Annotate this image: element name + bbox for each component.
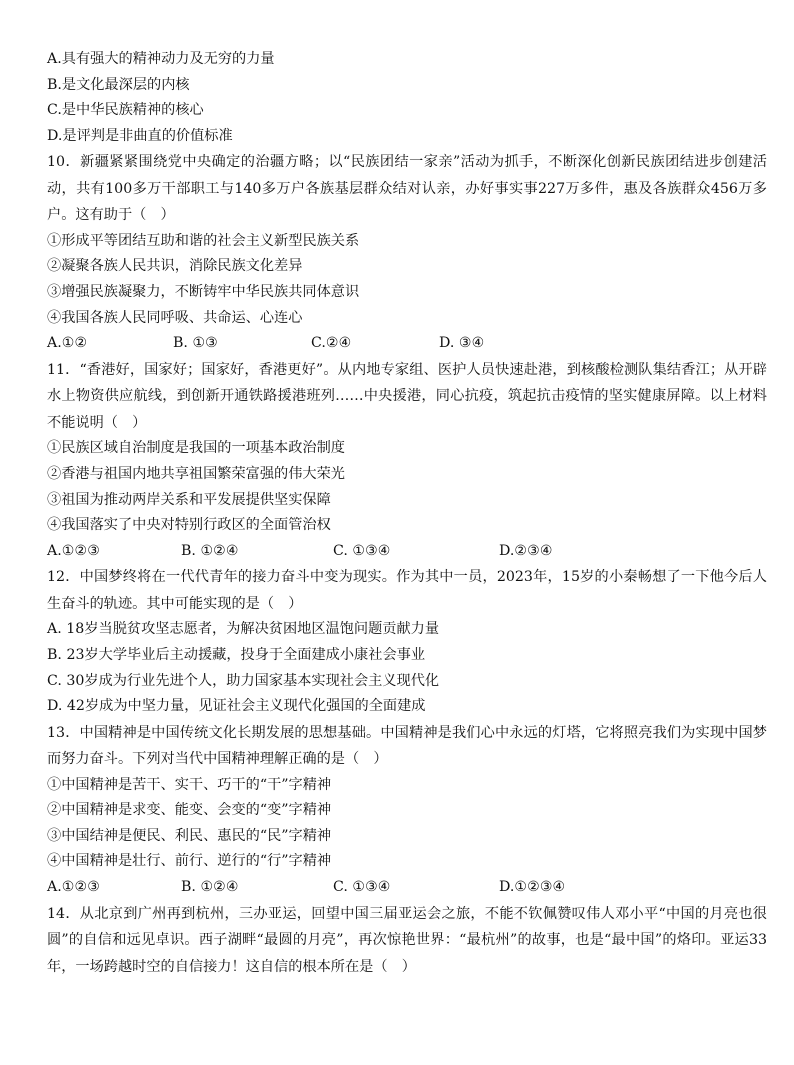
answer-choices <box>47 331 767 357</box>
exam-page <box>47 47 767 980</box>
statement-1: ①中国精神是苦干、实干、巧干的“干”字精神 <box>47 776 332 793</box>
question-13 <box>47 720 767 901</box>
choice-d: D.②③④ <box>499 542 553 559</box>
question-9-options <box>47 47 767 149</box>
choice-a: A.①② <box>47 335 88 352</box>
option-c: C.是中华民族精神的核心 <box>47 102 204 119</box>
statement-3: ③中国结神是便民、利民、惠民的“民”字精神 <box>47 827 332 844</box>
option-c: C. 30岁成为行业先进个人，助力国家基本实现社会主义现代化 <box>47 672 440 689</box>
option-b: B.是文化最深层的内核 <box>47 76 190 93</box>
statement-4: ④中国精神是壮行、前行、逆行的“行”字精神 <box>47 853 332 870</box>
statement-2: ②凝聚各族人民共识，消除民族文化差异 <box>47 258 303 275</box>
choice-d: D. ③④ <box>439 335 485 352</box>
option-a: A. 18岁当脱贫攻坚志愿者，为解决贫困地区温饱问题贡献力量 <box>47 621 440 638</box>
statement-4: ④我国各族人民同呼吸、共命运、心连心 <box>47 309 303 326</box>
choice-a: A.①②③ <box>47 879 100 896</box>
choice-d: D.①②③④ <box>499 879 566 896</box>
question-stem: 12．中国梦终将在一代代青年的接力奋斗中变为现实。作为其中一员，2023年，15岁的小秦畅想了一下他今后人生奋斗的轨迹。其中可能实现的是（ ） <box>47 569 767 612</box>
option-d: D. 42岁成为中坚力量，见证社会主义现代化强国的全面建成 <box>47 698 426 715</box>
option-a: A.具有强大的精神动力及无穷的力量 <box>47 51 275 67</box>
question-stem: 10．新疆紧紧围绕党中央确定的治疆方略；以“民族团结一家亲”活动为抓手，不断深化创新民族团结进步创建活动，共有100多万干部职工与140多万户各族基层群众结对认亲，办好事实事227万多件，惠及各族群众456万多户。这有助于（ ） <box>47 154 767 224</box>
statement-1: ①民族区域自治制度是我国的一项基本政治制度 <box>47 440 345 457</box>
question-14 <box>47 901 767 981</box>
statement-3: ③祖国为推动两岸关系和平发展提供坚实保障 <box>47 491 331 508</box>
choice-b: B. ①②④ <box>181 879 239 896</box>
choice-c: C. ①③④ <box>333 879 391 896</box>
answer-choices <box>47 539 767 565</box>
choice-b: B. ①②④ <box>181 542 239 559</box>
question-10 <box>47 149 767 356</box>
question-11 <box>47 357 767 564</box>
option-d: D.是评判是非曲直的价值标准 <box>47 127 233 144</box>
question-stem: 13．中国精神是中国传统文化长期发展的思想基础。中国精神是我们心中永远的灯塔，它将照亮我们为实现中国梦而努力奋斗。下列对当代中国精神理解正确的是（ ） <box>47 724 767 768</box>
answer-choices <box>47 875 767 901</box>
statement-4: ④我国落实了中央对特别行政区的全面管治权 <box>47 517 331 534</box>
choice-a: A.①②③ <box>47 542 100 559</box>
choice-c: C. ①③④ <box>333 542 391 559</box>
statement-3: ③增强民族凝聚力，不断铸牢中华民族共同体意识 <box>47 284 360 301</box>
choice-c: C.②④ <box>311 335 352 352</box>
question-stem: 14．从北京到广州再到杭州，三办亚运，回望中国三届亚运会之旅，不能不钦佩赞叹伟人邓小平“中国的月亮也很圆”的自信和远见卓识。西子湖畔“最圆的月亮”，再次惊艳世界：“最杭州”的故事，也是“最中国”的烙印。亚运33年，一场跨越时空的自信接力！这自信的根本所在是（ ） <box>47 905 767 975</box>
statement-2: ②中国精神是求变、能变、会变的“变”字精神 <box>47 802 332 819</box>
option-b: B. 23岁大学毕业后主动援藏，投身于全面建成小康社会事业 <box>47 646 426 663</box>
question-12 <box>47 564 767 719</box>
choice-b: B. ①③ <box>173 335 218 352</box>
statement-1: ①形成平等团结互助和谐的社会主义新型民族关系 <box>47 232 360 249</box>
statement-2: ②香港与祖国内地共享祖国繁荣富强的伟大荣光 <box>47 465 345 482</box>
question-stem: 11．“香港好，国家好；国家好，香港更好”。从内地专家组、医护人员快速赴港，到核酸检测队集结香江；从开辟水上物资供应航线，到创新开通铁路援港班列……中央援港，同心抗疫，筑起抗击疫情的坚实健康屏障。以上材料不能说明（ ） <box>47 361 767 431</box>
